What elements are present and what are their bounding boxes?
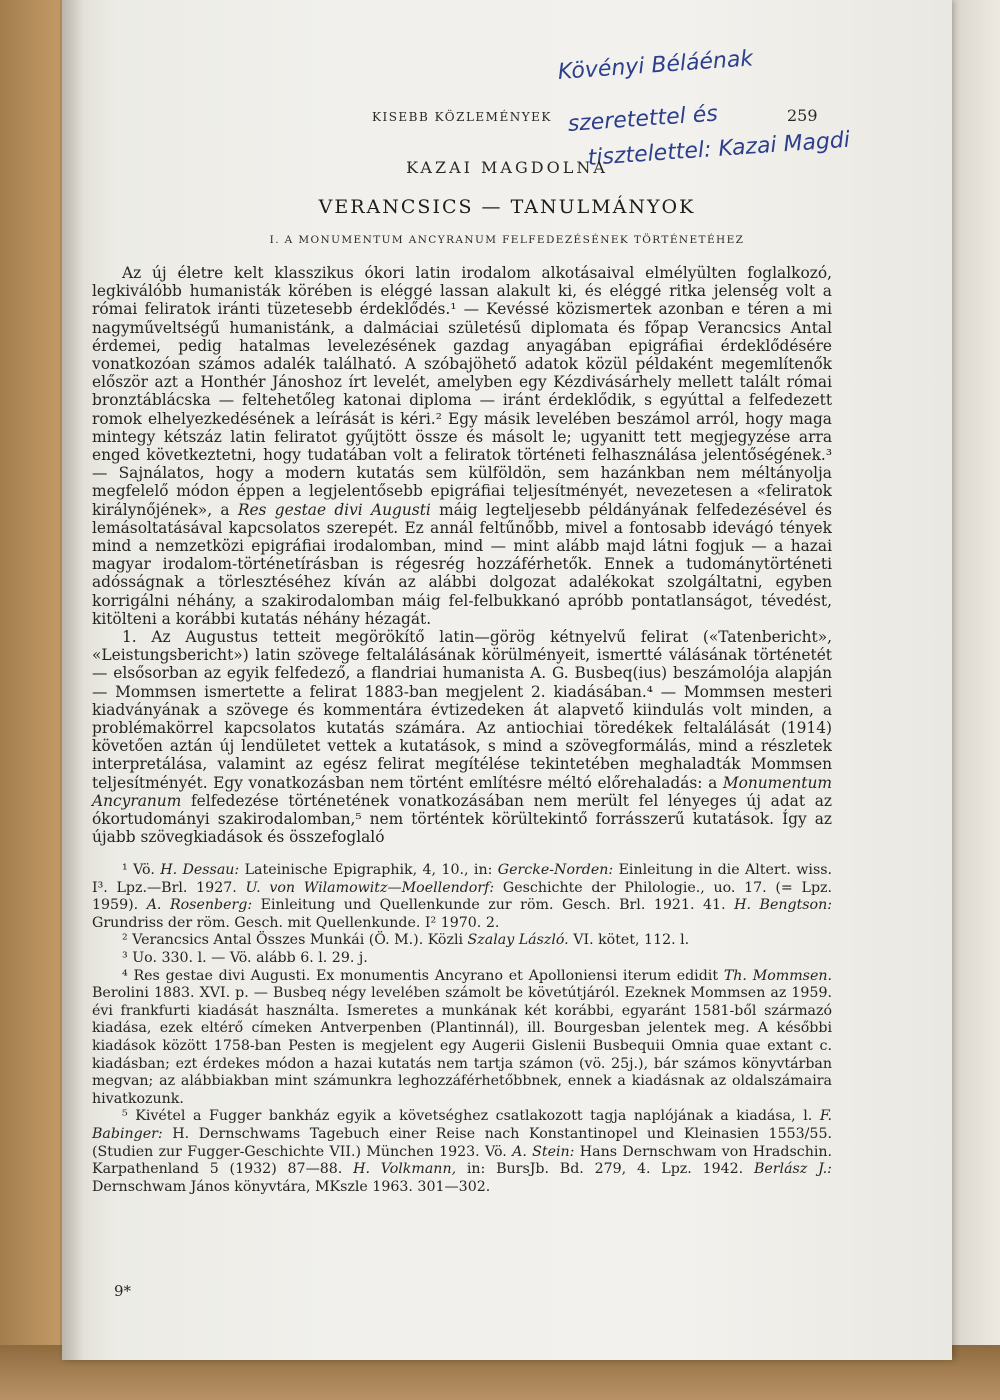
footnote-1-text: Grundriss der röm. Gesch. mit Quellenkunde. I² 1970. 2. [92,914,500,931]
footnote-2-text: VI. kötet, 112. l. [573,932,690,949]
cover-edge [950,0,1000,1400]
footnote-5-text: in: BursJb. Bd. 279, 4. Lpz. 1942. [466,1161,744,1178]
paragraph-2-italic: Monumentum Ancyranum [92,773,832,810]
article-subtitle: I. A MONUMENTUM ANCYRANUM FELFEDEZÉSÉNEK TÖRTÉNETÉHEZ [269,234,745,246]
footnote-1 [92,862,832,932]
book-page [62,0,952,1360]
footnote-5-author-2: A. Stein: [512,1143,575,1160]
footnote-1-author-4: A. Rosenberg: [146,897,253,914]
paragraph-2-text-b: felfedezése történetének vonatkozásában nem merült fel lényeges új adat az ókortudományi szakirodalomban,⁵ nem történtek körültekintő forrásszerű kutatások. Így az újabb szövegkiadások és összefoglaló [92,791,832,847]
footnote-5-author-1: F. Babinger: [92,1108,832,1142]
footnotes [92,862,832,1196]
paragraph-1 [92,264,832,628]
footnote-1-text: ¹ Vö. [122,862,155,878]
footnote-1-text: Geschichte der Philologie., uo. 17. (= Lpz. 1959). [92,879,833,914]
footnote-1-text: Lateinische Epigraphik, 4, 10., in: [244,862,493,878]
footnote-2-editor: Szalay László. [467,932,569,949]
footnote-1-author-3: U. von Wilamowitz—Moellendorf: [245,879,495,896]
footnote-2 [92,932,832,950]
footnote-4 [92,968,832,1109]
footnote-5-text: Dernschwam János könyvtára, MKszle 1963. 301—302. [92,1178,491,1195]
handwritten-dedication-line-1: Kövényi Béláénak [557,46,754,85]
page-number: 259 [787,106,818,125]
footnote-4-text: Berolini 1883. XVI. p. — Busbeq négy levelében számolt be követútjáról. Ezeknek Mommsen az 1959. évi frankfurti kiadását használta. Ismeretes a munkának két korábbi, egyaránt 1581-ből származó kiadása, ezek eltérő címeken Antverpenben (Plantinnál), ill. Bourgesban jelentek meg. A későbbi kiadások között 1758-ban Pesten is megjelent egy Augerii Gislenii Busbequii Omnia quae extant c. kiadásban; ezt érdekes módon a hazai kutatás nem tartja számon (vö. 25j.), bár számos könyvtárban megvan; az alábbiakban mint számunkra leghozzáférhetőbbnek, ennek a kiadásnak az oldalszámaira hivatkozunk. [92,985,832,1107]
article-author: KAZAI MAGDOLNA [406,158,608,177]
footnote-5-text: H. Dernschwams Tagebuch einer Reise nach Konstantinopel und Kleinasien 1553/55. (Studien zur Fugger-Geschichte VII.) München 1923. Vö. [92,1125,832,1160]
footnote-5-author-3: H. Volkmann, [353,1161,457,1178]
paragraph-1-text-b: máig legteljesebb példányának felfedezésével és lemásoltatásával kapcsolatos szerepét. Ez annál feltűnőbb, mivel a fontosabb idevágó tények mind a nemzetközi epigráfiai irodalomban, mind — mint alább majd látni fogjuk — a hazai magyar irodalom-történetírásban is régesrég hozzáférhetők. Ennek a tudománytörténeti adósságnak a törlesztéséhez kíván az alábbi dolgozat adalékokat szolgáltatni, egyben korrigálni néhány, a szakirodalomban máig fel-felbukkanó apróbb pontatlanságot, tévedést, kitölteni a korábbi kutatás néhány hézagát. [92,500,832,628]
article-title: VERANCSICS — TANULMÁNYOK [318,196,696,218]
paragraph-2 [92,628,832,846]
footnote-5-text: Hans Dernschwam von Hradschin. Karpathenland 5 (1932) 87—88. [92,1143,833,1178]
paragraph-1-text-a: Az új életre kelt klasszikus ókori latin irodalom alkotásaival elmélyülten foglalkozó, legkiválóbb humanisták körében is eléggé lassan alakult ki, és eléggé ritka jelenség volt a római feliratok iránti tüzetesebb érdeklődés.¹ — Kevéssé közismertek azonban e téren a mi nagyműveltségű humanistánk, a dalmáciai születésű diplomata és főpap Verancsics Antal érdemei, pedig hatalmas levelezésének gazdag anyagában epigráfiai érdeklődésére vonatkozóan számos adalék található. A szóbajöhető adatok közül példaként megemlítenők először azt a Honthér Jánoshoz írt levelét, amelyben egy Kézdivásárhely mellett talált római bronztáblácska — feltehetőleg katonai diploma — iránt érdeklődik, s egyúttal a felfedezett romok elhelyezkedésének a leírását is kéri.² Egy másik levelében beszámol arról, hogy maga mintegy kétszáz latin feliratot gyűjtött össze és másolt le; ugyanitt tett megjegyzése arra enged következtetni, hogy tudatában volt a feliratok történeti felhasználása jelentőségének.³ — Sajnálatos, hogy a modern kutatás sem külföldön, sem hazánkban nem méltányolja megfelelő módon éppen a legjelentősebb epigráfiai teljesítményét, nevezetesen a «feliratok királynőjének», a [92,264,832,519]
running-head: KISEBB KÖZLEMÉNYEK [372,110,552,124]
table-surface [0,0,60,1400]
paragraph-1-italic: Res gestae divi Augusti [237,500,431,519]
footnote-5-author-4: Berlász J.: [753,1161,832,1178]
signature-mark: 9* [114,1282,132,1300]
handwritten-dedication-line-2: szeretettel és [567,101,719,137]
footnote-5 [92,1108,832,1196]
footnote-3: ³ Uo. 330. l. — Vö. alább 6. l. 29. j. [122,949,368,966]
handwritten-dedication-line-3: tisztelettel: Kazai Magdi [587,127,851,171]
footnote-4-editor: Th. Mommsen. [723,967,833,984]
footnote-5-text: ⁵ Kivétel a Fugger bankház egyik a követséghez csatlakozott tagja naplójának a kiadása, l. [122,1108,813,1125]
footnote-2-text: ² Verancsics Antal Összes Munkái (Ö. M.). Közli [122,932,464,949]
footnote-1-author-1: H. Dessau: [160,862,240,878]
footnote-1-text: Einleitung in die Altert. wiss. I³. Lpz.—Brl. 1927. [92,862,833,896]
footnote-1-author-5: H. Bengtson: [734,897,833,914]
paragraph-2-text-a: 1. Az Augustus tetteit megörökítő latin—görög kétnyelvű felirat («Tatenbericht», «Leistungsbericht») latin szövege feltalálásának körülményeit, ismertté válásának történetét — elsősorban az egyik felfedező, a flandriai humanista A. G. Busbeq(ius) beszámolója alapján — Mommsen ismertette a felirat 1883-ban megjelent 2. kiadásában.⁴ — Mommsen mesteri kiadványának a szövege és kommentára évtizedeken át alapvető kiindulás volt minden, a problémakörrel kapcsolatos kutatás számára. Az antiochiai töredékek feltalálását (1914) követően aztán új lendületet vettek a kutatások, s mind a szövegformálás, mind a részletek interpretálása, valamint az egész felirat megítélése tekintetében meghaladták Mommsen teljesítményét. Egy vonatkozásban nem történt említésre méltó előrehaladás: a [92,628,832,792]
footnote-1-text: Einleitung und Quellenkunde zur röm. Gesch. Brl. 1921. 41. [260,897,726,914]
article-body [92,264,832,847]
footnote-1-author-2: Gercke-Norden: [497,862,614,878]
footnote-4-text: ⁴ Res gestae divi Augusti. Ex monumentis Ancyrano et Apolloniensi iterum edidit [122,967,719,984]
